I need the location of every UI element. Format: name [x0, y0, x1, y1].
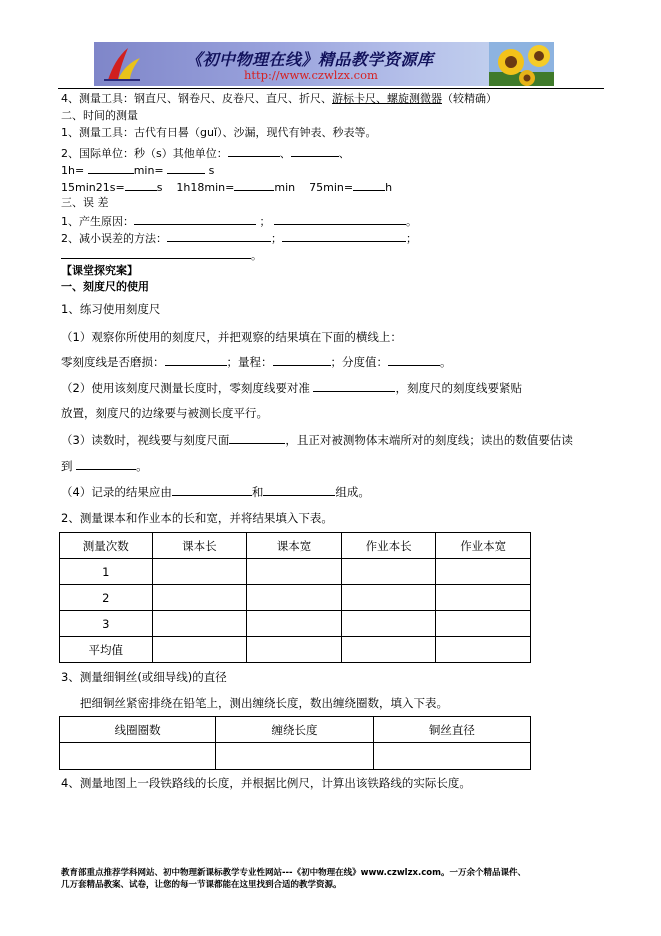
blank[interactable]	[61, 247, 251, 259]
blank[interactable]	[313, 380, 395, 392]
books-table	[59, 532, 531, 663]
question-3-cont: 到 。	[61, 459, 148, 473]
table-row	[60, 637, 531, 663]
precise-tools: 游标卡尺、螺旋测微器	[332, 92, 442, 105]
copper-wire-line: 3、测量细铜丝(或细导线)的直径	[61, 670, 227, 684]
ruler-subheading: 一、刻度尺的使用	[61, 280, 149, 293]
table-cell[interactable]	[341, 585, 436, 611]
blank[interactable]	[88, 162, 134, 174]
table-row	[60, 559, 531, 585]
blank[interactable]	[388, 354, 440, 366]
footer-line-1: 教育部重点推荐学科网站、初中物理新课标教学专业性网站---《初中物理在线》www.czwlzx.com。一万余个精品课件、	[61, 868, 526, 878]
table-cell[interactable]	[436, 637, 531, 663]
table-cell[interactable]	[436, 559, 531, 585]
banner-url[interactable]: http://www.czwlzx.com	[244, 68, 378, 82]
blank[interactable]	[167, 162, 205, 174]
question-1-blanks: 零刻度线是否磨损： ；量程： ；分度值： 。	[61, 355, 452, 369]
blank[interactable]	[228, 145, 280, 157]
header-rule	[58, 88, 604, 89]
table-cell[interactable]	[152, 559, 247, 585]
table-cell[interactable]	[436, 611, 531, 637]
blank[interactable]	[273, 354, 331, 366]
header-cell: 作业本宽	[436, 533, 531, 559]
header-cell: 课本长	[152, 533, 247, 559]
table-row	[60, 611, 531, 637]
blank[interactable]	[274, 213, 406, 225]
table-cell[interactable]	[247, 559, 342, 585]
header-cell: 缠绕长度	[216, 717, 373, 743]
explore-heading: 【课堂探究案】	[61, 264, 138, 277]
footer-line-2: 几万套精品教案、试卷，让您的每一节课都能在这里找到合适的教学资源。	[61, 880, 342, 890]
blank[interactable]	[165, 354, 227, 366]
site-logo-icon	[102, 46, 142, 82]
row-label: 平均值	[60, 637, 153, 663]
time-convert-line-1: 1h= min= s	[61, 164, 215, 177]
error-reduce-line-2: 。	[61, 247, 262, 262]
error-heading: 三、误 差	[61, 196, 109, 209]
practice-ruler-line: 1、练习使用刻度尺	[61, 302, 161, 316]
banner-title: 《初中物理在线》精品教学资源库	[186, 50, 434, 69]
blank[interactable]	[353, 179, 385, 191]
copper-wire-instructions: 把细铜丝紧密排绕在铅笔上，测出缠绕长度，数出缠绕圈数，填入下表。	[80, 696, 448, 710]
header-cell: 线圈圈数	[60, 717, 216, 743]
table-cell[interactable]	[247, 637, 342, 663]
table-cell[interactable]	[341, 559, 436, 585]
table-cell[interactable]	[341, 637, 436, 663]
question-2-cont: 放置，刻度尺的边缘要与被测长度平行。	[61, 406, 268, 420]
table-cell[interactable]	[60, 743, 216, 770]
blank[interactable]	[229, 432, 285, 444]
question-2: （2）使用该刻度尺测量长度时，零刻度线要对准 ，刻度尺的刻度线要紧贴	[61, 381, 522, 395]
row-label: 3	[60, 611, 153, 637]
table-cell[interactable]	[247, 611, 342, 637]
sunflower-icon	[489, 42, 554, 86]
header-cell: 课本宽	[247, 533, 342, 559]
table-header-row	[60, 717, 531, 743]
error-causes-line: 1、产生原因： ； 。	[61, 215, 417, 228]
row-label: 2	[60, 585, 153, 611]
time-heading: 二、时间的测量	[61, 109, 138, 122]
header-cell: 作业本长	[341, 533, 436, 559]
question-3: （3）读数时，视线要与刻度尺面 ，且正对被测物体末端所对的刻度线；读出的数值要估读	[61, 433, 573, 447]
blank[interactable]	[134, 213, 256, 225]
time-units-line: 2、国际单位：秒（s）其他单位： 、 、	[61, 147, 350, 160]
blank[interactable]	[172, 484, 252, 496]
blank[interactable]	[167, 230, 271, 242]
blank[interactable]	[234, 179, 274, 191]
measure-books-line: 2、测量课本和作业本的长和宽，并将结果填入下表。	[61, 511, 333, 525]
blank[interactable]	[76, 458, 136, 470]
question-1: （1）观察你所使用的刻度尺，并把观察的结果填在下面的横线上：	[61, 330, 402, 344]
copper-wire-table	[59, 716, 531, 770]
error-reduce-line: 2、减小误差的方法： ； ；	[61, 232, 417, 245]
table-cell[interactable]	[152, 611, 247, 637]
blank[interactable]	[291, 145, 339, 157]
blank[interactable]	[263, 484, 335, 496]
time-convert-line-2: 15min21s= s 1h18min= min 75min= h	[61, 181, 393, 194]
table-row	[60, 585, 531, 611]
blank[interactable]	[282, 230, 406, 242]
row-label: 1	[60, 559, 153, 585]
table-header-row	[60, 533, 531, 559]
table-cell[interactable]	[216, 743, 373, 770]
header-banner	[94, 42, 554, 86]
header-cell: 铜丝直径	[373, 717, 530, 743]
question-4: （4）记录的结果应由 和 组成。	[61, 485, 370, 499]
blank[interactable]	[125, 179, 157, 191]
table-cell[interactable]	[373, 743, 530, 770]
header-cell: 测量次数	[60, 533, 153, 559]
table-cell[interactable]	[152, 637, 247, 663]
time-tools-line: 1、测量工具：古代有日晷（guǐ）、沙漏，现代有钟表、秒表等。	[61, 126, 377, 139]
railway-line: 4、测量地图上一段铁路线的长度，并根据比例尺，计算出该铁路线的实际长度。	[61, 776, 471, 790]
table-row	[60, 743, 531, 770]
table-cell[interactable]	[436, 585, 531, 611]
table-cell[interactable]	[152, 585, 247, 611]
table-cell[interactable]	[247, 585, 342, 611]
length-tools-line: 4、测量工具：钢直尺、钢卷尺、皮卷尺、直尺、折尺、游标卡尺、螺旋测微器（较精确）	[61, 92, 497, 105]
table-cell[interactable]	[341, 611, 436, 637]
